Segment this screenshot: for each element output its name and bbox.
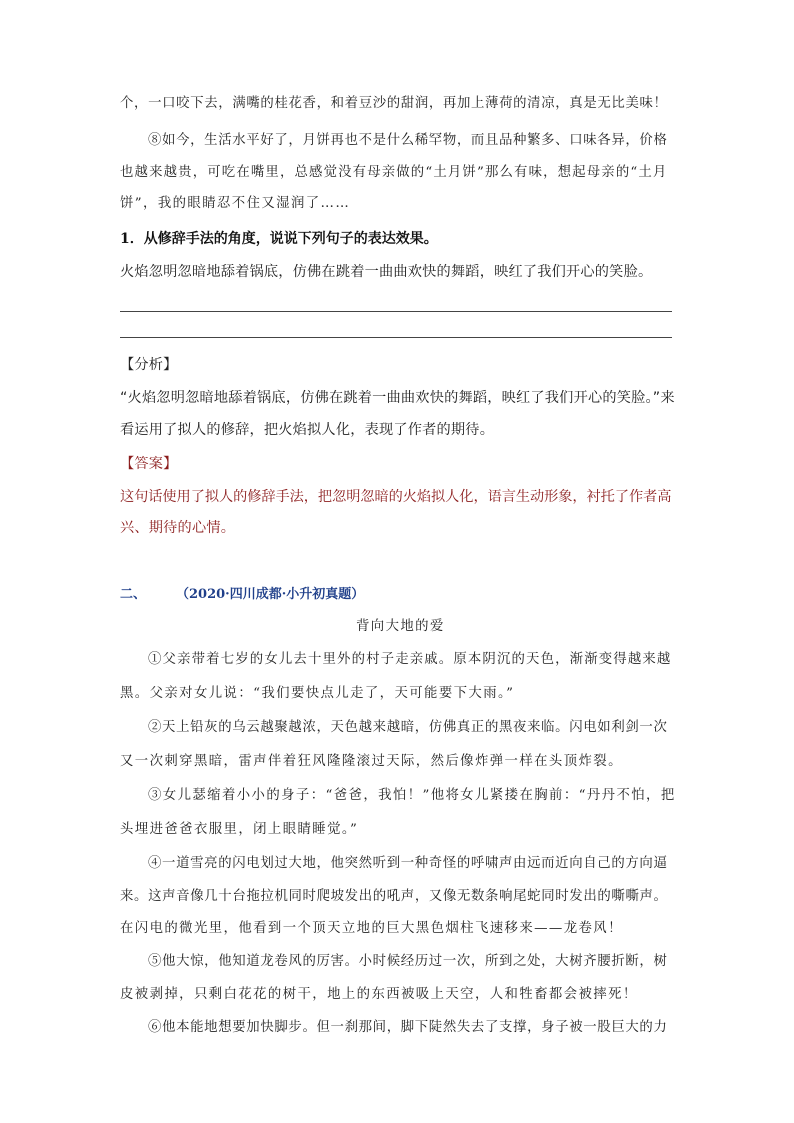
passage2-p4-line1: ④一道雪亮的闪电划过大地，他突然听到一种奇怪的呼啸声由远而近向自己的方向逼 [148,856,668,871]
section2-number: 二、 [120,587,147,602]
answer-blank-line-2 [120,337,672,338]
passage2-p6-line1: ⑥他本能地想要加快脚步。但一刹那间，脚下陡然失去了支撑，身子被一股巨大的力 [148,1020,668,1035]
answer-line2: 兴、期待的心情。 [120,520,236,536]
passage2-p3-line2: 头埋进爸爸衣服里，闭上眼睛睡觉。” [120,822,359,837]
passage1-para8-line1: ⑧如今，生活水平好了，月饼再也不是什么稀罕物，而且品种繁多、口味各异，价格 [148,133,668,148]
analysis-label: 【分析】 [120,357,178,373]
section2-title: 背向大地的爱 [356,619,445,634]
passage1-para8-line3: 饼”，我的眼睛忍不住又湿润了…… [120,196,351,211]
section2-source: （2020·四川成都·小升初真题） [176,587,365,602]
passage2-p2-line2: 又一次刺穿黑暗，雷声伴着狂风隆隆滚过天际，然后像炸弹一样在头顶炸裂。 [120,754,623,769]
question1-sentence: 火焰忽明忽暗地舔着锅底，仿佛在跳着一曲曲欢快的舞蹈，映红了我们开心的笑脸。 [120,264,653,280]
passage2-p1-line2: 黑。父亲对女儿说：“我们要快点儿走了，天可能要下大雨。” [120,686,515,701]
analysis-line1: “火焰忽明忽暗地舔着锅底，仿佛在跳着一曲曲欢快的舞蹈，映红了我们开心的笑脸。”来 [120,390,675,406]
answer-blank-line-1 [120,311,672,312]
passage1-line1: 个，一口咬下去，满嘴的桂花香，和着豆沙的甜润，再加上薄荷的清凉，真是无比美味！ [120,96,668,111]
answer-line1: 这句话使用了拟人的修辞手法，把忽明忽暗的火焰拟人化，语言生动形象，衬托了作者高 [120,489,672,505]
passage2-p5-line2: 皮被剥掉，只剩白花花的树干，地上的东西被吸上天空，人和牲畜都会被摔死！ [120,987,638,1002]
passage1-para8-line2: 也越来越贵，可吃在嘴里，总感觉没有母亲做的“土月饼”那么有味，想起母亲的“土月 [120,165,668,180]
question1-prompt: 1．从修辞手法的角度，说说下列句子的表达效果。 [120,231,438,247]
passage2-p1-line1: ①父亲带着七岁的女儿去十里外的村子走亲戚。原本阴沉的天色，渐渐变得越来越 [148,652,672,667]
passage2-p4-line2: 来。这声音像几十台拖拉机同时爬坡发出的吼声，又像无数条响尾蛇同时发出的嘶嘶声。 [120,889,668,904]
passage2-p3-line1: ③女儿瑟缩着小小的身子：“爸爸，我怕！”他将女儿紧搂在胸前：“丹丹不怕，把 [148,788,676,803]
answer-label: 【答案】 [120,456,178,472]
passage2-p2-line1: ②天上铅灰的乌云越聚越浓，天色越来越暗，仿佛真正的黑夜来临。闪电如利剑一次 [148,720,668,735]
passage2-p4-line3: 在闪电的微光里，他看到一个顶天立地的巨大黑色烟柱飞速移来——龙卷风！ [120,921,623,936]
passage2-p5-line1: ⑤他大惊，他知道龙卷风的厉害。小时候经历过一次，所到之处，大树齐腰折断，树 [148,954,668,969]
analysis-line2: 看运用了拟人的修辞，把火焰拟人化，表现了作者的期待。 [120,422,495,438]
